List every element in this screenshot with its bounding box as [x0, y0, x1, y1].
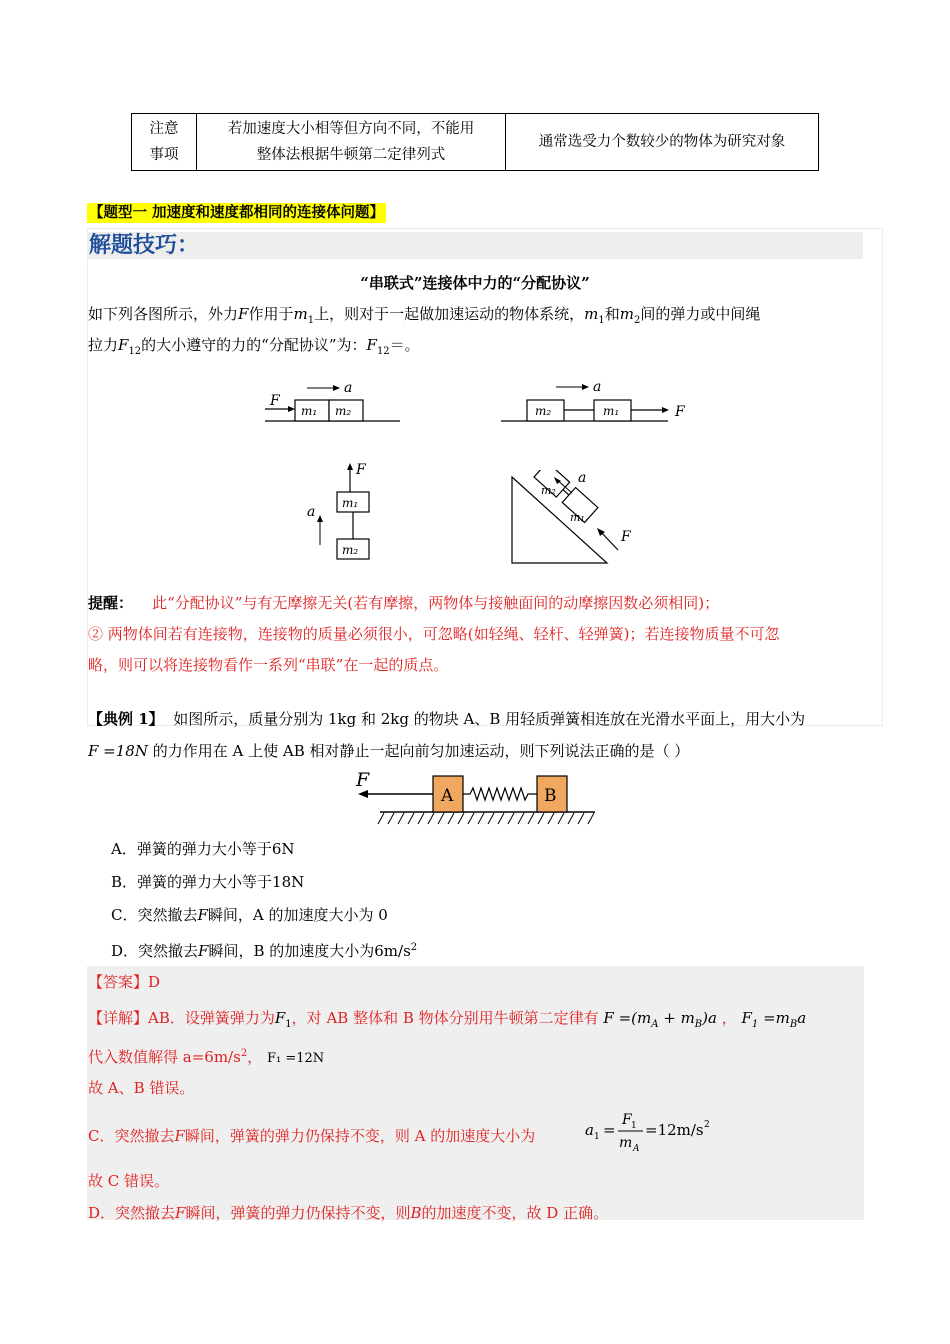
p2-part-a: 拉力 — [88, 336, 119, 354]
option-c[interactable] — [111, 904, 388, 926]
detail-1: AB．设弹簧弹力为 — [148, 1009, 275, 1027]
detail-fraction — [583, 1107, 713, 1157]
fig1-F-label: F — [270, 393, 280, 409]
option-c-value: 瞬间，A 的加速度大小为 0 — [207, 906, 388, 924]
detail-6b: 瞬间，弹簧的弹力仍保持不变，则 — [185, 1204, 411, 1222]
notes-table — [131, 113, 819, 171]
fig1-a-label: a — [344, 380, 353, 396]
tips-paragraph-line2: 拉力$F_{12}$的大小遵守的力的“分配协议”为：$F_{12}=$。 — [88, 336, 420, 357]
fig3-m1-label: m₁ — [342, 496, 359, 510]
p2-part-b: 的大小遵守的力的“分配协议”为： — [141, 336, 367, 354]
p1-m1b: m — [584, 305, 599, 323]
figure-horizontal-push — [262, 378, 404, 426]
fig2-m1-label: m₁ — [603, 404, 620, 418]
fig4-m1-label: m₁ — [570, 511, 585, 524]
notes-isolate-cell: 通常选受力个数较少的物体为研究对象 — [506, 114, 819, 171]
fig3-m2-label: m₂ — [342, 543, 359, 557]
option-b-value: 18N — [272, 873, 305, 891]
detail-label: 【详解】 — [88, 1009, 149, 1027]
option-d-F: F — [198, 942, 209, 960]
tips-title: 解题技巧： — [89, 233, 200, 258]
option-d[interactable]: D．突然撤去F瞬间，B 的加速度大小为$6m/s^2$ — [111, 942, 418, 960]
fig4-F-label: F — [621, 529, 631, 545]
example-q2: 的力作用在 A 上使 AB 相对静止一起向前匀加速运动，则下列说法正确的是（ ） — [152, 742, 690, 760]
fig3-F-label: F — [356, 462, 366, 478]
p1-m2: m — [619, 305, 634, 323]
fig2-a-label: a — [593, 379, 602, 395]
detail-4c: =12m/s — [645, 1121, 704, 1139]
fig4-a-label: a — [578, 470, 587, 486]
tips-subtitle: “串联式”连接体中力的“分配协议” — [360, 274, 590, 292]
figure-incline — [505, 470, 645, 570]
figure-vertical — [303, 460, 383, 566]
notes-whole-cell — [197, 114, 506, 171]
detail-2: 代入数值解得 a=6m/s — [88, 1048, 241, 1066]
detail-line5: 故 C 错误。 — [88, 1172, 170, 1190]
detail-6c: 的加速度不变，故 D 正确。 — [421, 1204, 609, 1222]
option-d-value: 瞬间，B 的加速度大小为 — [208, 942, 375, 960]
svg-text:1: 1 — [631, 1121, 637, 1131]
p1-m1: m — [293, 305, 308, 323]
p1-part-e: 间的弹力或中间绳 — [640, 305, 761, 323]
spring-F-label: F — [356, 769, 370, 791]
notes-label-line1: 注意 — [149, 121, 179, 137]
spring — [463, 788, 537, 800]
notes-label-cell — [132, 114, 197, 171]
detail-4b: 瞬间，弹簧的弹力仍保持不变，则 A 的加速度大小为 — [184, 1127, 536, 1145]
reminder-line3: 略，则可以将连接物看作一系列“串联”在一起的质点。 — [88, 656, 449, 674]
detail-line3: 故 A、B 错误。 — [88, 1079, 195, 1097]
fig4-m2-label: m₂ — [541, 484, 556, 497]
example-question-line1 — [88, 708, 868, 730]
detail-line1: 【详解】AB．设弹簧弹力为$F_1$，对 AB 整体和 B 物体分别用牛顿第二定律有 $F =(m_A + m_B)a$ ， $F_1 =m_Ba$ — [88, 1009, 807, 1030]
p1-part-b: 作用于 — [248, 305, 294, 323]
p1-part-d: 和 — [604, 305, 620, 323]
detail-line4 — [88, 1125, 535, 1147]
detail-6-B: B — [410, 1204, 422, 1222]
fig1-m1-label: m₁ — [301, 404, 318, 418]
detail-formula: $F =(m_A + m_B)a$ — [603, 1009, 717, 1030]
figure-spring-blocks — [350, 768, 600, 828]
example-q1: 如图所示，质量分别为 1kg 和 2kg 的物块 A、B 用轻质弹簧相连放在光滑水平面上，用大小为 — [173, 710, 806, 728]
option-a-text: A．弹簧的弹力大小等于 — [111, 840, 272, 858]
p1-part-c: 上，则对于一起做加速运动的物体系统， — [314, 305, 585, 323]
detail-1b: ，对 AB 整体和 B 物体分别用牛顿第二定律有 — [291, 1009, 599, 1027]
tips-header-band — [87, 232, 863, 259]
reminder-line2: ② 两物体间若有连接物，连接物的质量必须很小，可忽略(如轻绳、轻杆、轻弹簧)；若连接物质量不可忽 — [88, 625, 780, 643]
fig3-a-label: a — [307, 504, 316, 520]
tips-paragraph-line1: 如下列各图所示，外力F作用于$m_1$上，则对于一起做加速运动的物体系统，$m_1$和$m_2$间的弹力或中间绳 — [88, 305, 761, 326]
detail-4-F: F — [174, 1127, 185, 1145]
detail-F1: F — [274, 1009, 286, 1027]
option-a-value: 6N — [271, 840, 295, 858]
detail-formula2: $F_1 =m_Ba$ — [741, 1009, 807, 1030]
svg-text:a: a — [585, 1121, 594, 1139]
reminder-block — [88, 588, 868, 681]
block-a-label: A — [441, 786, 454, 806]
svg-text:F: F — [622, 1112, 632, 1128]
answer-line: 【答案】D — [88, 973, 161, 991]
option-b-text: B．弹簧的弹力大小等于 — [111, 873, 273, 891]
answer-box — [87, 966, 864, 1220]
detail-6-F: F — [175, 1204, 186, 1222]
fig2-m2-label: m₂ — [535, 404, 552, 418]
option-d-text: D．突然撤去 — [111, 942, 199, 960]
svg-text:A: A — [633, 1144, 640, 1154]
p1-part-a: 如下列各图所示，外力 — [88, 305, 239, 323]
detail-line2: 代入数值解得 $a=6m/s^2$， F₁ =12N — [88, 1048, 325, 1066]
svg-text:=: = — [603, 1121, 616, 1139]
svg-text:m: m — [619, 1135, 633, 1151]
p1-F: F — [238, 305, 249, 323]
p2-F12: F — [118, 336, 129, 354]
notes-label-line2: 事项 — [149, 147, 179, 163]
detail-6: D．突然撤去 — [88, 1204, 176, 1222]
p2-part-c: ＝。 — [389, 336, 420, 354]
fig2-F-label: F — [675, 404, 685, 420]
svg-text:2: 2 — [704, 1120, 710, 1130]
reminder-label: 提醒： — [88, 594, 134, 612]
reminder-line1 — [88, 588, 868, 619]
detail-2b: F₁ =12N — [266, 1051, 325, 1066]
notes-whole-line1: 若加速度大小相等但方向不同，不能用 — [227, 121, 475, 137]
notes-whole-line2: 整体法根据牛顿第二定律列式 — [256, 147, 446, 163]
reminder-text1: 此“分配协议”与有无摩擦无关(若有摩擦，两物体与接触面间的动摩擦因数必须相同)； — [152, 594, 720, 612]
detail-line6 — [88, 1202, 608, 1224]
option-c-text: C．突然撤去 — [111, 906, 198, 924]
example-question-line2 — [88, 740, 868, 762]
svg-text:1: 1 — [594, 1132, 600, 1142]
p2-F12b: F — [366, 336, 377, 354]
detail-4: C．突然撤去 — [88, 1127, 175, 1145]
option-b[interactable] — [111, 871, 304, 893]
section-tag: 【题型一 加速度和速度都相同的连接体问题】 — [89, 205, 385, 221]
example-formula: F =18N — [88, 742, 148, 760]
option-d-unit: 6m/s — [374, 942, 411, 960]
fig1-m2-label: m₂ — [335, 404, 352, 418]
option-c-F: F — [197, 906, 208, 924]
block-b-label: B — [544, 786, 557, 806]
figure-horizontal-pull — [498, 378, 698, 426]
option-a[interactable] — [111, 838, 295, 860]
example-label: 【典例 1】 — [88, 710, 164, 728]
